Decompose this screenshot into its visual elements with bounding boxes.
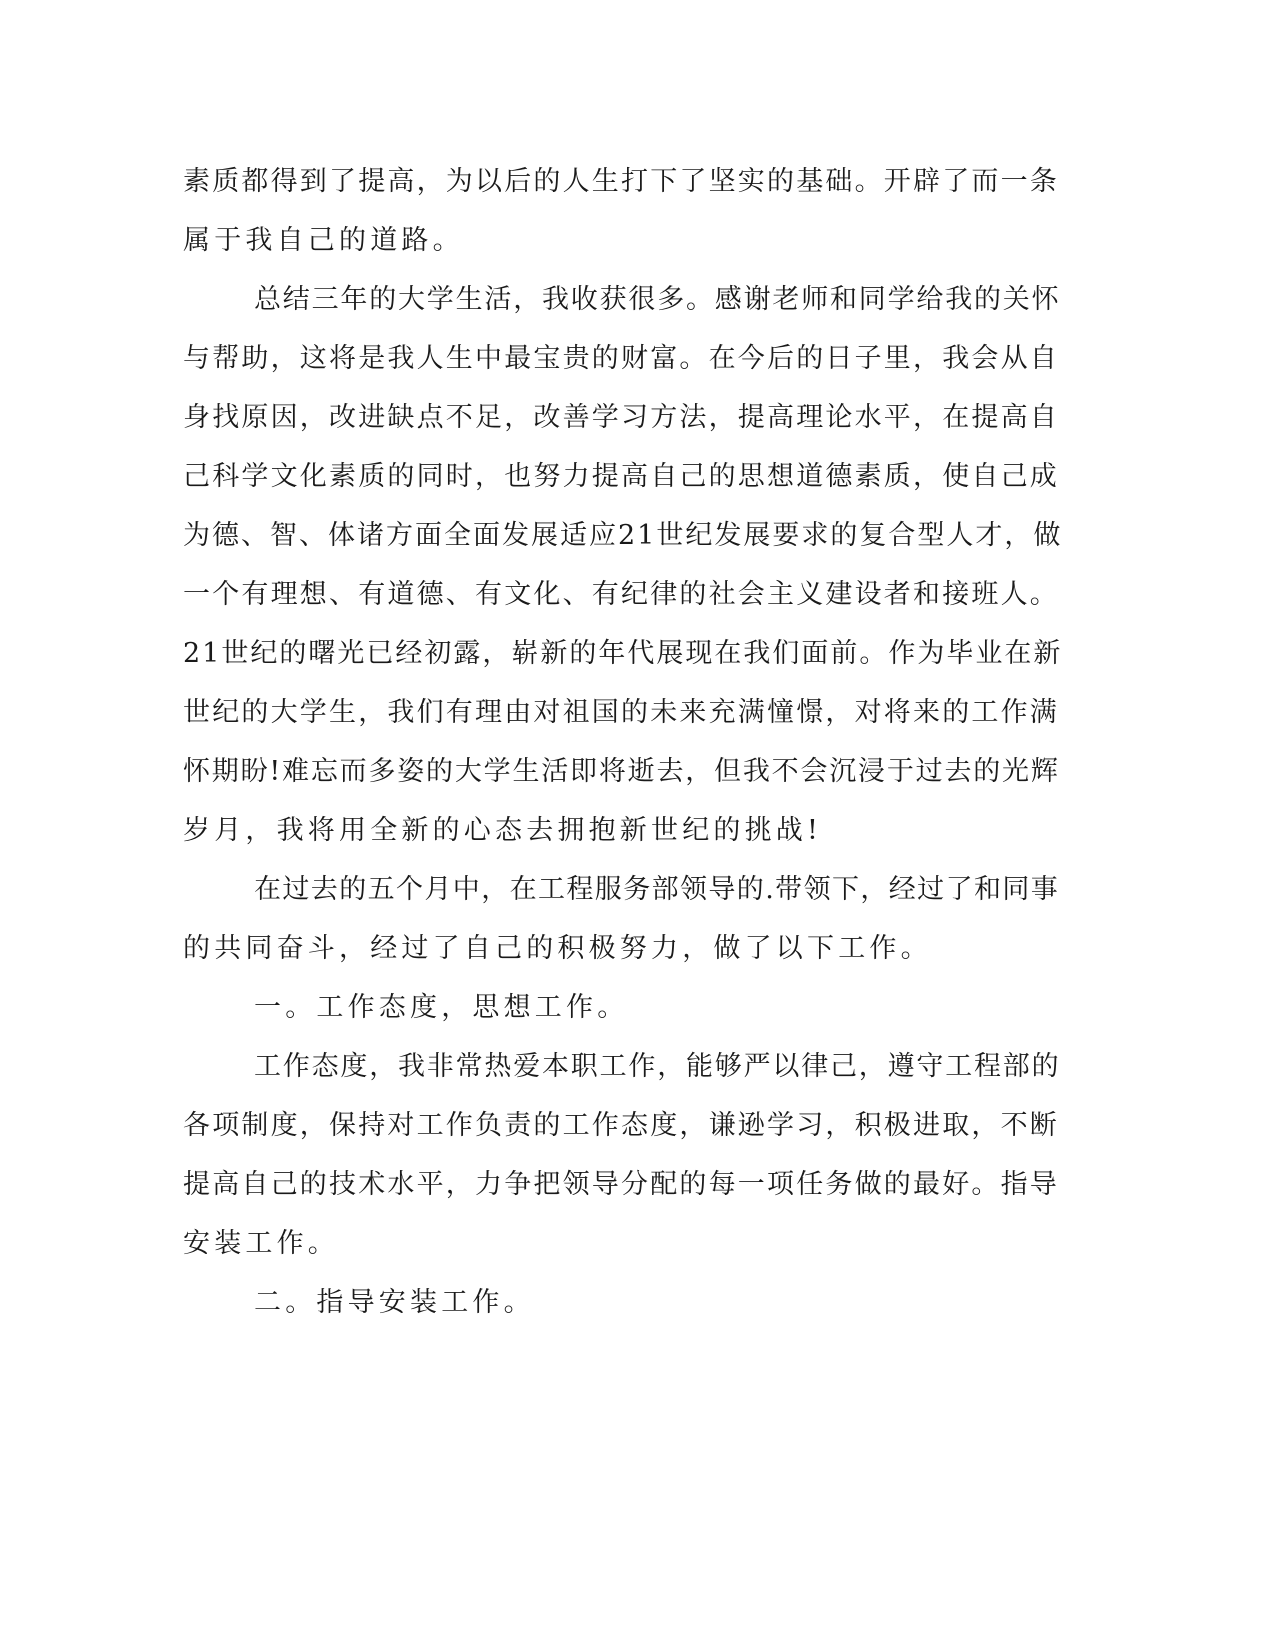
text-line: 各项制度，保持对工作负责的工作态度，谦逊学习，积极进取，不断 bbox=[183, 1110, 1059, 1141]
text-line: 为德、智、体诸方面全面发展适应21世纪发展要求的复合型人才，做 bbox=[183, 520, 1063, 551]
body-text bbox=[183, 152, 1063, 1332]
text-line: 提高自己的技术水平，力争把领导分配的每一项任务做的最好。指导 bbox=[183, 1169, 1059, 1200]
paragraph-start-line: 工作态度，我非常热爱本职工作，能够严以律己，遵守工程部的 bbox=[254, 1051, 1061, 1082]
section-heading-1: 一。工作态度，思想工作。 bbox=[254, 992, 629, 1023]
text-line: 身找原因，改进缺点不足，改善学习方法，提高理论水平，在提高自 bbox=[183, 402, 1059, 433]
text-line: 与帮助，这将是我人生中最宝贵的财富。在今后的日子里，我会从自 bbox=[183, 343, 1059, 374]
text-line: 岁月，我将用全新的心态去拥抱新世纪的挑战! bbox=[183, 815, 823, 846]
text-line: 怀期盼!难忘而多姿的大学生活即将逝去，但我不会沉浸于过去的光辉 bbox=[183, 756, 1060, 787]
paragraph-start-line: 在过去的五个月中，在工程服务部领导的.带领下，经过了和同事 bbox=[254, 874, 1060, 905]
text-line: 21世纪的曙光已经初露，崭新的年代展现在我们面前。作为毕业在新 bbox=[183, 638, 1063, 669]
text-line: 的共同奋斗，经过了自己的积极努力，做了以下工作。 bbox=[183, 933, 932, 964]
text-line: 己科学文化素质的同时，也努力提高自己的思想道德素质，使自己成 bbox=[183, 461, 1059, 492]
text-line: 一个有理想、有道德、有文化、有纪律的社会主义建设者和接班人。 bbox=[183, 579, 1059, 610]
text-line: 素质都得到了提高，为以后的人生打下了坚实的基础。开辟了而一条 bbox=[183, 166, 1059, 197]
text-line: 安装工作。 bbox=[183, 1228, 339, 1259]
section-heading-2: 二。指导安装工作。 bbox=[254, 1287, 535, 1318]
text-line: 属于我自己的道路。 bbox=[183, 225, 464, 256]
paragraph-start-line: 总结三年的大学生活，我收获很多。感谢老师和同学给我的关怀 bbox=[254, 284, 1061, 315]
text-line: 世纪的大学生，我们有理由对祖国的未来充满憧憬，对将来的工作满 bbox=[183, 697, 1059, 728]
